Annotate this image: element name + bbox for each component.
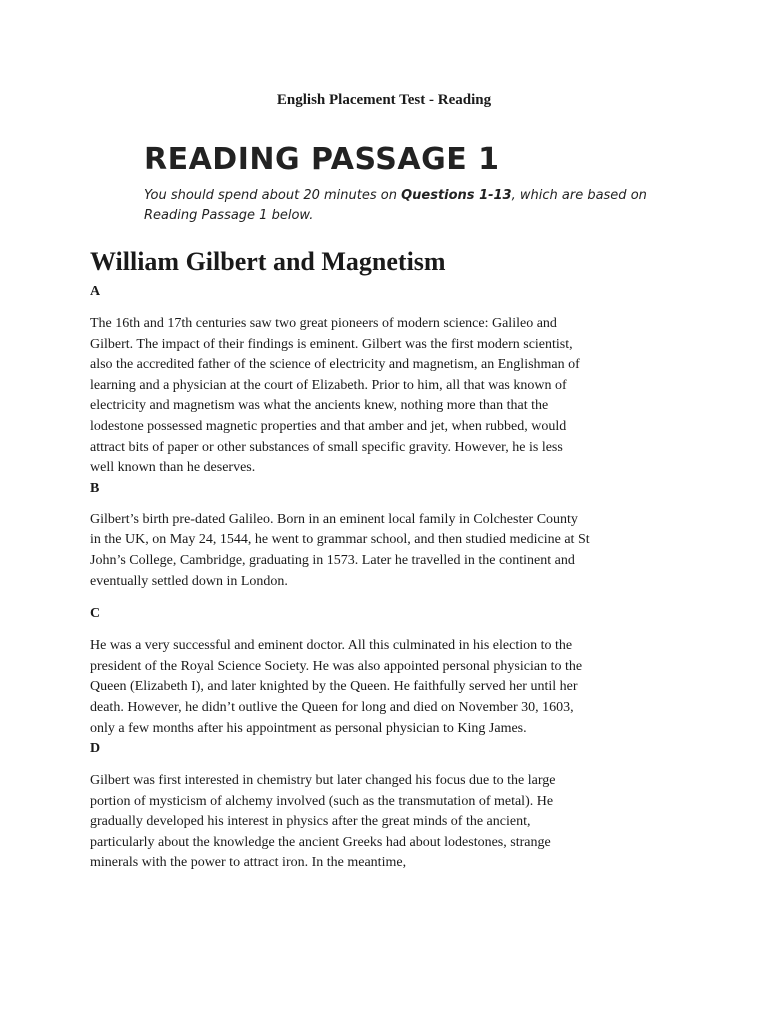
passage-instruction [144, 186, 664, 226]
section-paragraph-c: He was a very successful and eminent doctor. All this culminated in his election to the president of the Royal Science Society. He was also appointed personal physician to the Queen (Elizabeth I), and later knighted by the Queen. He faithfully served her until her death. However, he didn’t outlive the Queen for long and died on November 30, 1603, only a few months after his appointment as personal physician to King James. [90, 638, 583, 736]
reading-passage-banner [144, 138, 664, 226]
instruction-questions: Questions 1-13 [401, 188, 512, 203]
instruction-suffix: , which are based on Reading Passage 1 below. [144, 188, 647, 223]
section-letter-c: C [90, 606, 101, 622]
section-letter-d: D [90, 741, 101, 757]
section-letter-b: B [90, 480, 100, 496]
section-paragraph-a: The 16th and 17th centuries saw two great pioneers of modern science: Galileo and Gilbert. The impact of their findings is eminent. Gilbert was the first modern scientist, also the accredited father of the science of electricity and magnetism, an Englishman of learning and a physician at the court of Elizabeth. Prior to him, all that was known of electricity and magnetism was what the ancients knew, nothing more than that the lodestone possessed magnetic properties and that amber and jet, when rubbed, would attract bits of paper or other substances of small specific gravity. However, he is less well known than he deserves. [90, 316, 580, 476]
article-title: William Gilbert and Magnetism [90, 247, 446, 276]
passage-title: READING PASSAGE 1 [144, 142, 500, 177]
section-paragraph-b: Gilbert’s birth pre-dated Galileo. Born in an eminent local family in Colchester County in the UK, on May 24, 1544, he went to grammar school, and then studied medicine at St John’s College, Cambridge, graduating in 1573. Later he travelled in the continent and eventually settled down in London. [90, 511, 590, 589]
instruction-prefix: You should spend about 20 minutes on [144, 188, 402, 203]
article [90, 244, 590, 874]
section-letter-a: A [90, 284, 101, 299]
document-header: English Placement Test - Reading [276, 92, 492, 108]
section-paragraph-d: Gilbert was first interested in chemistry but later changed his focus due to the large portion of mysticism of alchemy involved (such as the transmutation of metal). He gradually developed his interest in physics after the great minds of the ancient, particularly about the knowledge the ancient Greeks had about lodestones, strange minerals with the power to attract iron. In the meantime, [90, 773, 556, 871]
